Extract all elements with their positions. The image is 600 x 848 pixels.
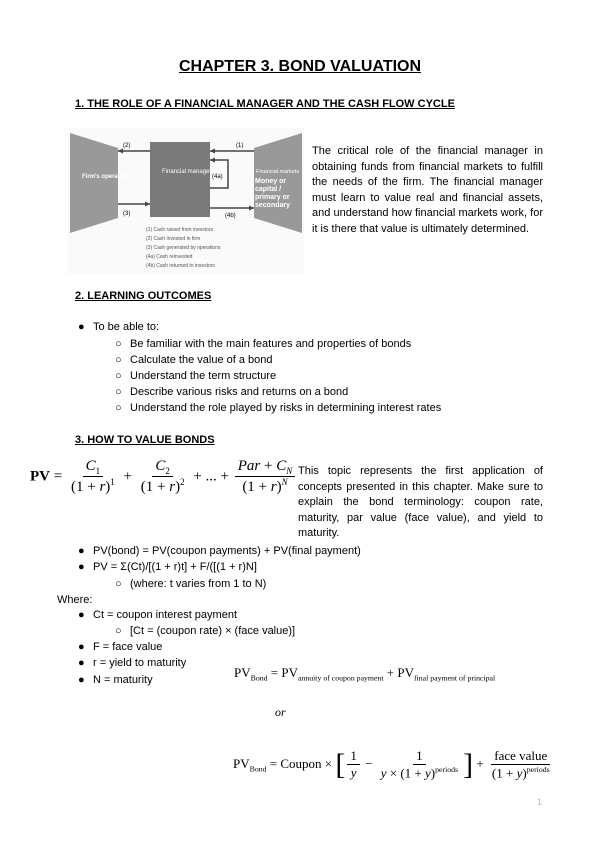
diagram-markets-note: Money or capital / primary or secondary: [255, 178, 291, 209]
pv-bond-formula-2: $PV_{Bond}$ = Coupon × [ $\frac{1}{y}$ − $\frac{1}{y \times (1 + y)^{periods}}$ ] + $\frac{\text{face value}}{(1 + y)^{periods}}$: [233, 748, 550, 781]
list-item: ● N = maturity: [78, 674, 153, 686]
list-item: ○ Describe various risks and returns on a bond: [115, 386, 349, 398]
list-item: ○ Understand the role played by risks in determining interest rates: [115, 402, 442, 414]
arrow-label-4a: (4a): [212, 174, 223, 180]
legend-item: (2) Cash invested in firm: [146, 236, 201, 242]
page-number: 1: [537, 797, 543, 807]
list-item: ● To be able to:: [78, 321, 160, 333]
list-item: ● PV(bond) = PV(coupon payments) + PV(final payment): [78, 545, 361, 557]
cash-flow-diagram: [68, 128, 304, 274]
pv-bond-formula-1: $PV_{Bond} = PV_{annuity of coupon payment} + PV_{final payment of principal}$: [234, 665, 496, 683]
bond-topic-paragraph: This topic represents the first application of concepts presented in this chapter. Make sure to explain the bond terminology: coupon rate, maturity, par value (face value), and yield to maturity.: [298, 465, 543, 540]
diagram-markets-label: Financial markets: [256, 169, 300, 175]
section-heading-3: 3. HOW TO VALUE BONDS: [75, 434, 215, 446]
list-item: ○ Understand the term structure: [115, 370, 277, 382]
diagram-firm-label: Firm's operations: [82, 174, 133, 180]
list-item: ● Ct = coupon interest payment: [78, 609, 237, 621]
legend-item: (1) Cash raised from investors: [146, 227, 213, 233]
legend-item: (3) Cash generated by operations: [146, 245, 221, 251]
list-item: ● PV = Σ(Ct)/[(1 + r)t] + F/([(1 + r)N]: [78, 561, 257, 573]
legend-item: (4a) Cash reinvested: [146, 254, 193, 260]
arrow-label-1: (1): [236, 143, 244, 149]
arrow-label-2: (2): [123, 143, 131, 149]
list-item: ● F = face value: [78, 641, 163, 653]
list-item: ○ (where: t varies from 1 to N): [115, 578, 267, 590]
list-item: ○ Calculate the value of a bond: [115, 354, 273, 366]
role-paragraph: The critical role of the financial manager in obtaining funds from financial markets to fulfill the needs of the firm. The financial manager must learn to value real and financial assets, and understand how financial markets work, for it is there that value is ultimately determined.: [312, 145, 543, 235]
diagram-manager-label: Financial manager: [162, 169, 212, 175]
pv-sum-formula: PV = $\frac{C_1}{(1 + r)^1}$ + $\frac{C_2}{(1 + r)^2}$ + ... + $\frac{Par + C_N}{(1 + r)^N}$: [30, 458, 297, 496]
list-item: ○ [Ct = (coupon rate) × (face value)]: [115, 625, 296, 637]
page-title: CHAPTER 3. BOND VALUATION: [178, 58, 422, 75]
list-item: ○ Be familiar with the main features and properties of bonds: [115, 338, 412, 350]
arrow-label-3: (3): [123, 211, 131, 217]
arrow-label-4b: (4b): [225, 213, 236, 219]
legend-item: (4b) Cash returned to investors: [146, 263, 215, 269]
list-item: ● r = yield to maturity: [78, 657, 187, 669]
section-heading-1: 1. THE ROLE OF A FINANCIAL MANAGER AND THE CASH FLOW CYCLE: [75, 98, 455, 110]
section-heading-2: 2. LEARNING OUTCOMES: [75, 290, 212, 302]
or-label: or: [275, 705, 286, 719]
where-label: Where:: [57, 594, 93, 606]
